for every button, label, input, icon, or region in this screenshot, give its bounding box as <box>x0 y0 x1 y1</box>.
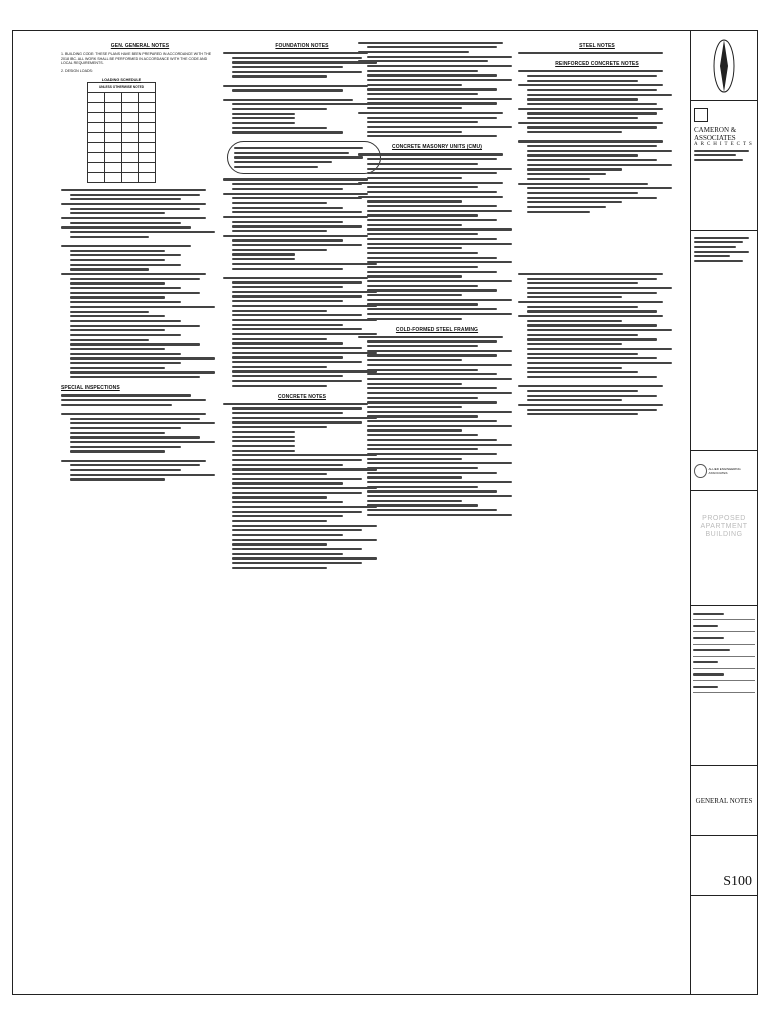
firm-address-block <box>694 150 754 162</box>
text-block <box>61 245 219 378</box>
revisions-area <box>691 231 757 451</box>
loading-schedule-subtitle: UNLESS OTHERWISE NOTED <box>88 82 156 92</box>
section-title-concrete: CONCRETE NOTES <box>277 393 327 400</box>
section-title-general: GEN. GENERAL NOTES <box>110 43 170 49</box>
text-block <box>358 42 516 138</box>
text-block <box>518 52 676 54</box>
section-title-foundation: FOUNDATION NOTES <box>275 43 329 49</box>
firm-block <box>691 101 757 231</box>
section-title-reinforced-concrete: REINFORCED CONCRETE NOTES <box>555 61 639 68</box>
title-block <box>690 31 757 994</box>
text-block <box>358 153 516 319</box>
text-block <box>61 394 219 406</box>
section-title-steel: STEEL NOTES <box>579 43 615 49</box>
loading-schedule-title: LOADING SCHEDULE <box>101 77 142 82</box>
text-block <box>518 140 676 213</box>
engineer-name: ALLIED ENGINEERING ASSOCIATES <box>708 466 741 475</box>
north-arrow <box>691 31 757 101</box>
section-title-cold-steel: COLD-FORMED STEEL FRAMING <box>395 326 479 333</box>
text-block <box>358 336 516 516</box>
notes-area <box>13 31 693 994</box>
north-arrow-icon <box>704 36 744 96</box>
text-block <box>61 413 219 453</box>
firm-subtitle: ARCHITECTS <box>694 142 755 147</box>
project-title-block <box>691 491 757 606</box>
drawing-sheet <box>12 30 758 995</box>
text-block <box>518 385 676 415</box>
project-title-line-3: BUILDING <box>705 531 743 538</box>
section-title-special-inspections: SPECIAL INSPECTIONS <box>61 385 120 392</box>
general-note-2: 2. DESIGN LOADS: <box>61 69 93 74</box>
project-title-line-2: APARTMENT <box>700 523 748 530</box>
firm-name: CAMERON & ASSOCIATES <box>694 126 737 142</box>
text-block <box>61 189 219 238</box>
text-block <box>518 70 676 133</box>
sheet-number: S100 <box>691 836 757 896</box>
notes-column-1 <box>61 39 219 488</box>
engineer-stamp <box>691 451 757 491</box>
text-block <box>518 273 676 378</box>
project-title-line-1: PROPOSED <box>702 515 746 522</box>
sheet-title: GENERAL NOTES <box>691 766 757 836</box>
notes-column-4 <box>518 39 676 422</box>
loading-schedule-table <box>87 78 156 183</box>
project-info-table <box>691 606 757 766</box>
section-title-cmu: CONCRETE MASONRY UNITS (CMU) <box>391 144 483 151</box>
engineer-logo-icon <box>694 464 707 478</box>
general-note-1: 1. BUILDING CODE: THESE PLANS HAVE BEEN PREPARED IN ACCORDANCE WITH THE 2018 IBC. ALL WORK SHALL BE PERFORMED IN ACCORDANCE WITH THE CODE AND LOCAL REQUIREMENTS. <box>61 52 212 66</box>
firm-logo <box>694 108 708 122</box>
text-block <box>61 460 219 481</box>
notes-column-3 <box>358 39 516 523</box>
